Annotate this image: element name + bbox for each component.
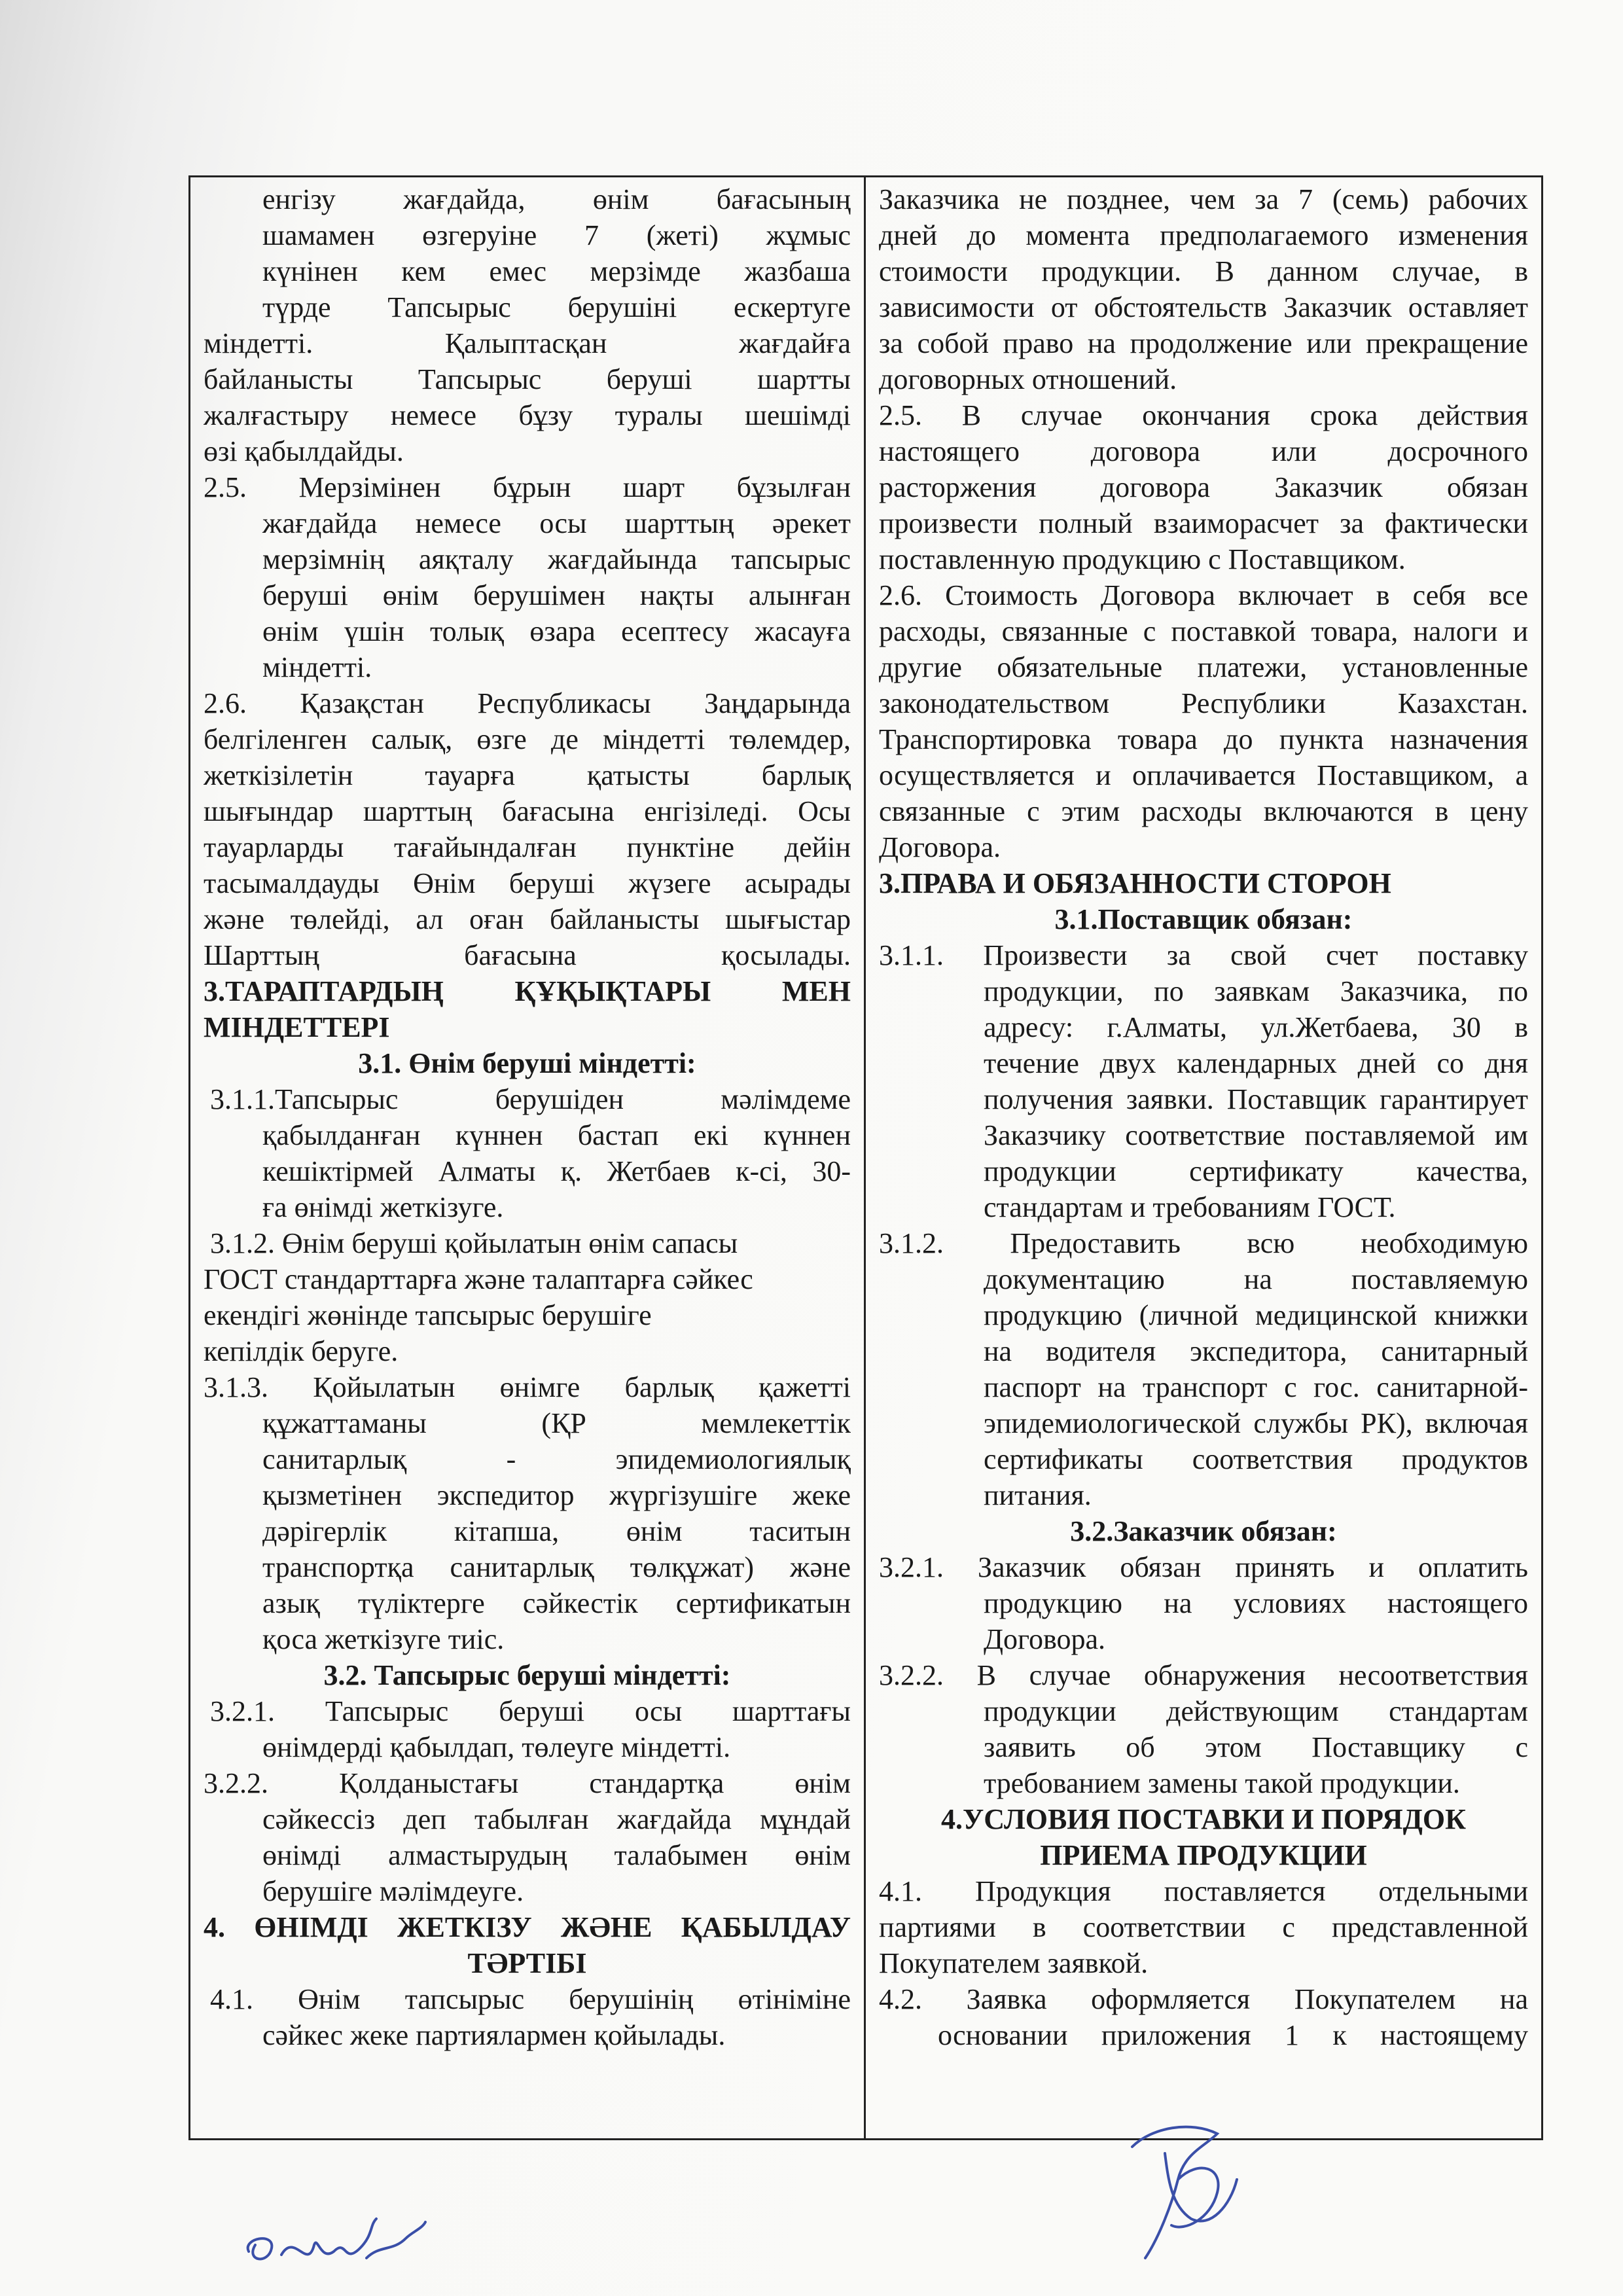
text-line: 3.2.1. Тапсырыс беруші осы шарттағы: [210, 1695, 851, 1727]
text-line: связанные с этим расходы включаются в цену: [879, 795, 1528, 827]
text-line: ПРИЕМА ПРОДУКЦИИ: [1040, 1839, 1367, 1871]
text-line: заявить об этом Поставщику с: [984, 1731, 1528, 1763]
text-line: 3.1.Поставщик обязан:: [1054, 903, 1353, 935]
text-line: продукции действующим стандартам: [984, 1695, 1528, 1727]
text-line: түрде Тапсырыс берушіні ескертуге: [262, 291, 851, 323]
text-line: стоимости продукции. В данном случае, в: [879, 255, 1528, 287]
text-line: продукцию на условиях настоящего: [984, 1587, 1528, 1619]
russian-column: [866, 177, 1541, 2138]
text-line: жеткізілетін тауарға қатысты барлық: [204, 759, 851, 791]
text-line: осуществляется и оплачивается Поставщиком, а: [879, 759, 1528, 791]
text-line: жалғастыру немесе бұзу туралы шешімді: [204, 399, 851, 431]
text-line: құжаттаманы (ҚР мемлекеттік: [262, 1407, 851, 1439]
text-line: продукции, по заявкам Заказчика, по: [984, 975, 1528, 1007]
text-line: дәрігерлік кітапша, өнім таситын: [262, 1515, 851, 1547]
text-line: за собой право на продолжение или прекращение: [879, 327, 1528, 359]
text-line: ға өнімді жеткізуге.: [262, 1191, 504, 1223]
text-line: договорных отношений.: [879, 363, 1177, 395]
text-line: 3.2.1. Заказчик обязан принять и оплатить: [879, 1551, 1528, 1583]
text-line: жағдайда немесе осы шарттың әрекет: [262, 507, 851, 539]
contract-table: [188, 175, 1543, 2140]
text-line: дней до момента предполагаемого изменения: [879, 219, 1528, 251]
text-line: другие обязательные платежи, установленные: [879, 651, 1528, 683]
text-line: шығындар шарттың бағасына енгізіледі. Осы: [204, 795, 851, 827]
text-line: өнімдерді қабылдап, төлеуге міндетті.: [262, 1731, 731, 1763]
text-line: Заказчика не позднее, чем за 7 (семь) рабочих: [879, 183, 1528, 215]
text-line: 2.5. Мерзімінен бұрын шарт бұзылған: [204, 471, 851, 503]
text-line: 3.ПРАВА И ОБЯЗАННОСТИ СТОРОН: [879, 867, 1391, 899]
text-line: партиями в соответствии с представленной: [879, 1911, 1528, 1943]
text-line: продукции сертификату качества,: [984, 1155, 1528, 1187]
text-line: енгізу жағдайда, өнім бағасының: [262, 183, 851, 215]
text-line: питания.: [984, 1479, 1092, 1511]
text-line: тауарларды тағайындалған пунктіне дейін: [204, 831, 851, 863]
text-line: 4. ӨНІМДІ ЖЕТКІЗУ ЖӘНЕ ҚАБЫЛДАУ: [204, 1911, 851, 1943]
text-line: 3.ТАРАПТАРДЫҢ ҚҰҚЫҚТАРЫ МЕН: [204, 975, 851, 1007]
text-line: 3.1.2. Өнім беруші қойылатын өнім сапасы: [210, 1227, 738, 1259]
text-line: 3.2. Тапсырыс беруші міндетті:: [323, 1659, 731, 1691]
text-line: белгіленген салық, өзге де міндетті төлемдер,: [204, 723, 851, 755]
text-line: міндетті.: [262, 651, 372, 683]
text-line: 3.1.1. Произвести за свой счет поставку: [879, 939, 1528, 971]
text-line: 3.1. Өнім беруші міндетті:: [358, 1047, 696, 1079]
text-line: адресу: г.Алматы, ул.Жетбаева, 30 в: [984, 1011, 1528, 1043]
text-line: мерзімнің аяқталу жағдайында тапсырыс: [262, 543, 851, 575]
text-line: Шарттың бағасына қосылады.: [204, 939, 851, 971]
text-line: расходы, связанные с поставкой товара, налоги и: [879, 615, 1528, 647]
text-line: шамамен өзгеруіне 7 (жеті) жұмыс: [262, 219, 851, 251]
text-line: берушіге мәлімдеуге.: [262, 1875, 524, 1907]
text-line: 2.6. Қазақстан Республикасы Заңдарында: [204, 687, 851, 719]
text-line: Покупателем заявкой.: [879, 1947, 1149, 1979]
text-line: өзі қабылдайды.: [204, 435, 404, 467]
text-line: кешіктірмей Алматы қ. Жетбаев к-сі, 30-: [262, 1155, 851, 1187]
text-line: сәйкес жеке партиялармен қойылады.: [262, 2019, 726, 2051]
text-line: санитарлық - эпидемиологиялық: [262, 1443, 851, 1475]
text-line: 3.2.Заказчик обязан:: [1070, 1515, 1337, 1547]
text-line: сертификаты соответствия продуктов: [984, 1443, 1528, 1475]
text-line: және төлейді, ал оған байланысты шығыстар: [204, 903, 851, 935]
text-line: азық түліктерге сәйкестік сертификатын: [262, 1587, 851, 1619]
text-line: получения заявки. Поставщик гарантирует: [984, 1083, 1528, 1115]
text-line: қабылданған күннен бастап екі күннен: [262, 1119, 851, 1151]
text-line: ТӘРТІБІ: [467, 1947, 587, 1979]
text-line: Договора.: [879, 831, 1001, 863]
text-line: Заказчику соответствие поставляемой им: [984, 1119, 1528, 1151]
text-line: документацию на поставляемую: [984, 1263, 1528, 1295]
text-line: Транспортировка товара до пункта назначения: [879, 723, 1528, 755]
text-line: 2.5. В случае окончания срока действия: [879, 399, 1528, 431]
text-line: сәйкессіз деп табылған жағдайда мұндай: [262, 1803, 851, 1835]
text-line: 4.1. Продукция поставляется отдельными: [879, 1875, 1528, 1907]
text-line: 3.1.3. Қойылатын өнімге барлық қажетті: [204, 1371, 851, 1403]
text-line: беруші өнім берушімен нақты алынған: [262, 579, 851, 611]
text-line: паспорт на транспорт с гос. санитарной-: [984, 1371, 1528, 1403]
text-line: течение двух календарных дней со дня: [984, 1047, 1528, 1079]
text-line: тасымалдауды Өнім беруші жүзеге асырады: [204, 867, 851, 899]
text-line: 4.1. Өнім тапсырыс берушінің өтініміне: [210, 1983, 851, 2015]
text-line: өнімді алмастырудың талабымен өнім: [262, 1839, 851, 1871]
text-line: расторжения договора Заказчик обязан: [879, 471, 1528, 503]
text-line: настоящего договора или досрочного: [879, 435, 1528, 467]
text-line: байланысты Тапсырыс беруші шартты: [204, 363, 851, 395]
text-line: қоса жеткізуге тиіс.: [262, 1623, 505, 1655]
text-line: Договора.: [984, 1623, 1105, 1655]
text-line: основании приложения 1 к настоящему: [938, 2019, 1528, 2051]
text-line: 4.УСЛОВИЯ ПОСТАВКИ И ПОРЯДОК: [940, 1803, 1467, 1835]
text-line: кепілдік беруге.: [204, 1335, 399, 1367]
text-line: эпидемиологической службы РК), включая: [984, 1407, 1528, 1439]
text-line: 3.1.1.Тапсырыс берушіден мәлімдеме: [210, 1083, 851, 1115]
text-line: продукцию (личной медицинской книжки: [984, 1299, 1528, 1331]
text-line: МІНДЕТТЕРІ: [204, 1011, 390, 1043]
text-line: законодательством Республики Казахстан.: [879, 687, 1528, 719]
text-line: міндетті. Қалыптасқан жағдайға: [204, 327, 851, 359]
text-line: қызметінен экспедитор жүргізушіге жеке: [262, 1479, 851, 1511]
text-line: зависимости от обстоятельств Заказчик оставляет: [879, 291, 1528, 323]
text-line: на водителя экспедитора, санитарный: [984, 1335, 1528, 1367]
text-line: 3.2.2. В случае обнаружения несоответствия: [879, 1659, 1528, 1691]
kazakh-column: [190, 177, 866, 2138]
text-line: ГОСТ стандарттарға және талаптарға сәйкес: [204, 1263, 753, 1295]
text-line: поставленную продукцию с Поставщиком.: [879, 543, 1406, 575]
left-signature: [236, 2199, 432, 2284]
text-line: требованием замены такой продукции.: [984, 1767, 1460, 1799]
text-line: стандартам и требованиям ГОСТ.: [984, 1191, 1396, 1223]
text-line: екендігі жөнінде тапсырыс берушіге: [204, 1299, 652, 1331]
right-signature: [1106, 2108, 1263, 2271]
text-line: произвести полный взаиморасчет за фактически: [879, 507, 1528, 539]
text-line: транспортқа санитарлық төлқұжат) және: [262, 1551, 851, 1583]
text-line: өнім үшін толық өзара есептесу жасауға: [262, 615, 851, 647]
text-line: 4.2. Заявка оформляется Покупателем на: [879, 1983, 1528, 2015]
text-line: 3.1.2. Предоставить всю необходимую: [879, 1227, 1528, 1259]
text-line: 3.2.2. Қолданыстағы стандартқа өнім: [204, 1767, 851, 1799]
text-line: 2.6. Стоимость Договора включает в себя все: [879, 579, 1528, 611]
text-line: күнінен кем емес мерзімде жазбаша: [262, 255, 851, 287]
